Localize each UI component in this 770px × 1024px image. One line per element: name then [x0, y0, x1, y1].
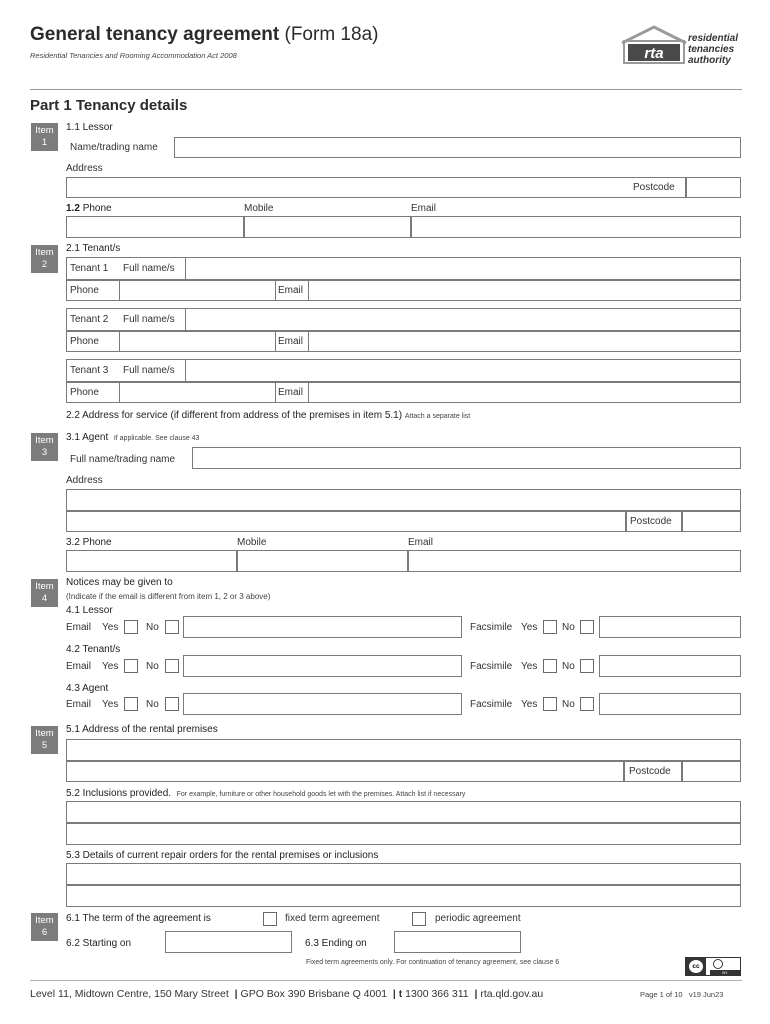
tenant1-name-divider — [185, 257, 186, 280]
tenant2-phone-label: Phone — [70, 336, 99, 347]
footer-address: Level 11, Midtown Centre, 150 Mary Street — [30, 988, 229, 1000]
notice-tenants-fax-label: Facsimile — [470, 661, 513, 672]
item-2-badge: Item 2 — [31, 245, 58, 273]
tenant2-name-divider — [185, 308, 186, 331]
act-subtitle: Residential Tenancies and Rooming Accommodation Act 2008 — [30, 51, 237, 60]
tenant1-email-label: Email — [278, 285, 304, 296]
term-heading: 6.1 The term of the agreement is — [66, 913, 211, 924]
notice-agent-fax-no-label: No — [562, 699, 575, 710]
logo-line-1: residential — [688, 33, 739, 44]
inclusions-heading: 5.2 Inclusions provided. For example, furniture or other household goods let with the premises. Attach list if necessary — [66, 788, 466, 799]
notice-tenants-heading: 4.2 Tenant/s — [66, 644, 121, 655]
page-number: Page 1 of 10 v19 Jun23 — [640, 990, 724, 999]
tenant3-fullname-label: Full name/s — [123, 365, 175, 376]
tenant2-phone-field[interactable] — [119, 331, 276, 352]
term-note: Fixed term agreements only. For continuation of tenancy agreement, see clause 6 — [306, 959, 560, 966]
lessor-address-label: Address — [66, 163, 103, 174]
lessor-phone-field[interactable] — [66, 216, 244, 238]
lessor-name-label: Name/trading name — [70, 142, 158, 153]
tenant2-fullname-label: Full name/s — [123, 314, 175, 325]
agent-phone-field[interactable] — [66, 550, 237, 572]
premises-postcode-field[interactable] — [682, 761, 741, 782]
notice-lessor-email-no-checkbox[interactable] — [165, 620, 179, 634]
lessor-postcode-label: Postcode — [633, 182, 675, 193]
fixed-term-checkbox[interactable] — [263, 912, 277, 926]
premises-address-line1[interactable] — [66, 739, 741, 761]
notice-agent-email-no-label: No — [146, 699, 159, 710]
tenant1-label: Tenant 1 — [70, 263, 109, 274]
house-logo-icon — [618, 23, 690, 71]
rta-logo — [618, 23, 744, 71]
lessor-heading: 1.1 Lessor — [66, 122, 113, 133]
ending-label: 6.3 Ending on — [305, 938, 367, 949]
notice-tenants-email-yes-checkbox[interactable] — [124, 659, 138, 673]
notice-tenants-email-yes-label: Yes — [102, 661, 119, 672]
notice-agent-fax-field[interactable] — [599, 693, 741, 715]
ending-date-field[interactable] — [394, 931, 521, 953]
notice-tenants-email-field[interactable] — [183, 655, 462, 677]
tenant3-phone-field[interactable] — [119, 382, 276, 403]
lessor-mobile-label: Mobile — [244, 203, 274, 214]
notice-lessor-fax-no-checkbox[interactable] — [580, 620, 594, 634]
form-title: General tenancy agreement (Form 18a) — [30, 24, 379, 45]
tenant2-email-label: Email — [278, 336, 304, 347]
logo-mark-text: rta — [644, 45, 664, 62]
notice-tenants-fax-no-checkbox[interactable] — [580, 659, 594, 673]
agent-name-label: Full name/trading name — [70, 454, 176, 465]
notices-heading: Notices may be given to — [66, 577, 173, 588]
footer-divider — [30, 980, 742, 981]
notice-tenants-fax-yes-label: Yes — [521, 661, 538, 672]
logo-line-2: tenancies — [688, 44, 735, 55]
logo-line-3: authority — [688, 55, 731, 66]
tenant2-label: Tenant 2 — [70, 314, 109, 325]
agent-email-field[interactable] — [408, 550, 741, 572]
notice-lessor-fax-no-label: No — [562, 622, 575, 633]
notice-lessor-email-yes-label: Yes — [102, 622, 119, 633]
notice-tenants-email-no-checkbox[interactable] — [165, 659, 179, 673]
repairs-line2[interactable] — [66, 885, 741, 907]
premises-heading: 5.1 Address of the rental premises — [66, 724, 218, 735]
part1-title: Part 1 Tenancy details — [30, 97, 188, 114]
notice-agent-email-no-checkbox[interactable] — [165, 697, 179, 711]
lessor-mobile-field[interactable] — [244, 216, 411, 238]
tenant1-email-field[interactable] — [308, 280, 741, 301]
agent-mobile-field[interactable] — [237, 550, 408, 572]
agent-email-label: Email — [408, 537, 434, 548]
notice-lessor-email-label: Email — [66, 622, 92, 633]
inclusions-line2[interactable] — [66, 823, 741, 845]
attribution-icon — [713, 959, 723, 969]
agent-postcode-label: Postcode — [630, 516, 672, 527]
notice-agent-heading: 4.3 Agent — [66, 683, 109, 694]
footer-contact: Level 11, Midtown Centre, 150 Mary Street | GPO Box 390 Brisbane Q 4001 | t 1300 366 311 | rta.qld.gov.au — [30, 988, 544, 1000]
notice-agent-email-yes-checkbox[interactable] — [124, 697, 138, 711]
inclusions-line1[interactable] — [66, 801, 741, 823]
cc-by-license-badge — [685, 957, 741, 976]
agent-postcode-field[interactable] — [682, 511, 741, 532]
tenant3-phone-label: Phone — [70, 387, 99, 398]
notice-agent-fax-yes-checkbox[interactable] — [543, 697, 557, 711]
notice-agent-email-yes-label: Yes — [102, 699, 119, 710]
footer-po-box: GPO Box 390 Brisbane Q 4001 — [240, 988, 388, 1000]
notice-agent-fax-no-checkbox[interactable] — [580, 697, 594, 711]
notice-lessor-fax-yes-checkbox[interactable] — [543, 620, 557, 634]
notice-lessor-email-yes-checkbox[interactable] — [124, 620, 138, 634]
periodic-label: periodic agreement — [435, 913, 521, 924]
item-1-badge: Item 1 — [31, 123, 58, 151]
tenant2-email-field[interactable] — [308, 331, 741, 352]
repairs-line1[interactable] — [66, 863, 741, 885]
cc-icon: cc — [689, 960, 703, 973]
tenant3-email-field[interactable] — [308, 382, 741, 403]
tenant3-email-label: Email — [278, 387, 304, 398]
tenant1-fullname-label: Full name/s — [123, 263, 175, 274]
notice-agent-email-label: Email — [66, 699, 92, 710]
notice-agent-email-field[interactable] — [183, 693, 462, 715]
notice-agent-fax-yes-label: Yes — [521, 699, 538, 710]
item-3-badge: Item 3 — [31, 433, 58, 461]
notice-lessor-fax-field[interactable] — [599, 616, 741, 638]
agent-mobile-label: Mobile — [237, 537, 267, 548]
service-address-heading: 2.2 Address for service (if different from address of the premises in item 5.1) Attach a separate list — [66, 410, 471, 421]
tenant3-name-divider — [185, 359, 186, 382]
notice-lessor-email-field[interactable] — [183, 616, 462, 638]
repairs-heading: 5.3 Details of current repair orders for the rental premises or inclusions — [66, 850, 379, 861]
notice-tenants-fax-no-label: No — [562, 661, 575, 672]
tenant1-phone-field[interactable] — [119, 280, 276, 301]
lessor-email-label: Email — [411, 203, 437, 214]
agent-address-line1[interactable] — [66, 489, 741, 511]
notice-tenants-email-no-label: No — [146, 661, 159, 672]
item-5-badge: Item 5 — [31, 726, 58, 754]
tenants-heading: 2.1 Tenant/s — [66, 243, 121, 254]
lessor-name-field[interactable] — [174, 137, 741, 158]
notice-agent-fax-label: Facsimile — [470, 699, 513, 710]
notice-lessor-fax-label: Facsimile — [470, 622, 513, 633]
agent-phone-label: 3.2 Phone — [66, 537, 112, 548]
fixed-term-label: fixed term agreement — [285, 913, 380, 924]
footer-website-link[interactable]: rta.qld.gov.au — [480, 988, 544, 1000]
by-label: BY — [710, 970, 740, 975]
notice-lessor-heading: 4.1 Lessor — [66, 605, 113, 616]
notices-note: (Indicate if the email is different from item 1, 2 or 3 above) — [66, 592, 271, 601]
agent-heading: 3.1 Agent If applicable. See clause 43 — [66, 432, 200, 443]
notice-tenants-fax-field[interactable] — [599, 655, 741, 677]
starting-label: 6.2 Starting on — [66, 938, 132, 949]
premises-postcode-label: Postcode — [629, 766, 671, 777]
lessor-email-field[interactable] — [411, 216, 741, 238]
notice-lessor-fax-yes-label: Yes — [521, 622, 538, 633]
notice-tenants-email-label: Email — [66, 661, 92, 672]
premises-address-line2[interactable] — [66, 761, 624, 782]
lessor-address-field[interactable] — [66, 177, 686, 198]
tenant1-phone-label: Phone — [70, 285, 99, 296]
agent-address-label: Address — [66, 475, 103, 486]
notice-tenants-fax-yes-checkbox[interactable] — [543, 659, 557, 673]
lessor-phone-label: 1.2 Phone — [66, 203, 112, 214]
tenant3-label: Tenant 3 — [70, 365, 109, 376]
footer-phone: 1300 366 311 — [405, 988, 469, 1000]
agent-address-line2[interactable] — [66, 511, 626, 532]
item-4-badge: Item 4 — [31, 579, 58, 607]
item-6-badge: Item 6 — [31, 913, 58, 941]
starting-date-field[interactable] — [165, 931, 292, 953]
agent-name-field[interactable] — [192, 447, 741, 469]
header-divider — [30, 89, 742, 90]
notice-lessor-email-no-label: No — [146, 622, 159, 633]
periodic-checkbox[interactable] — [412, 912, 426, 926]
lessor-postcode-field[interactable] — [686, 177, 741, 198]
